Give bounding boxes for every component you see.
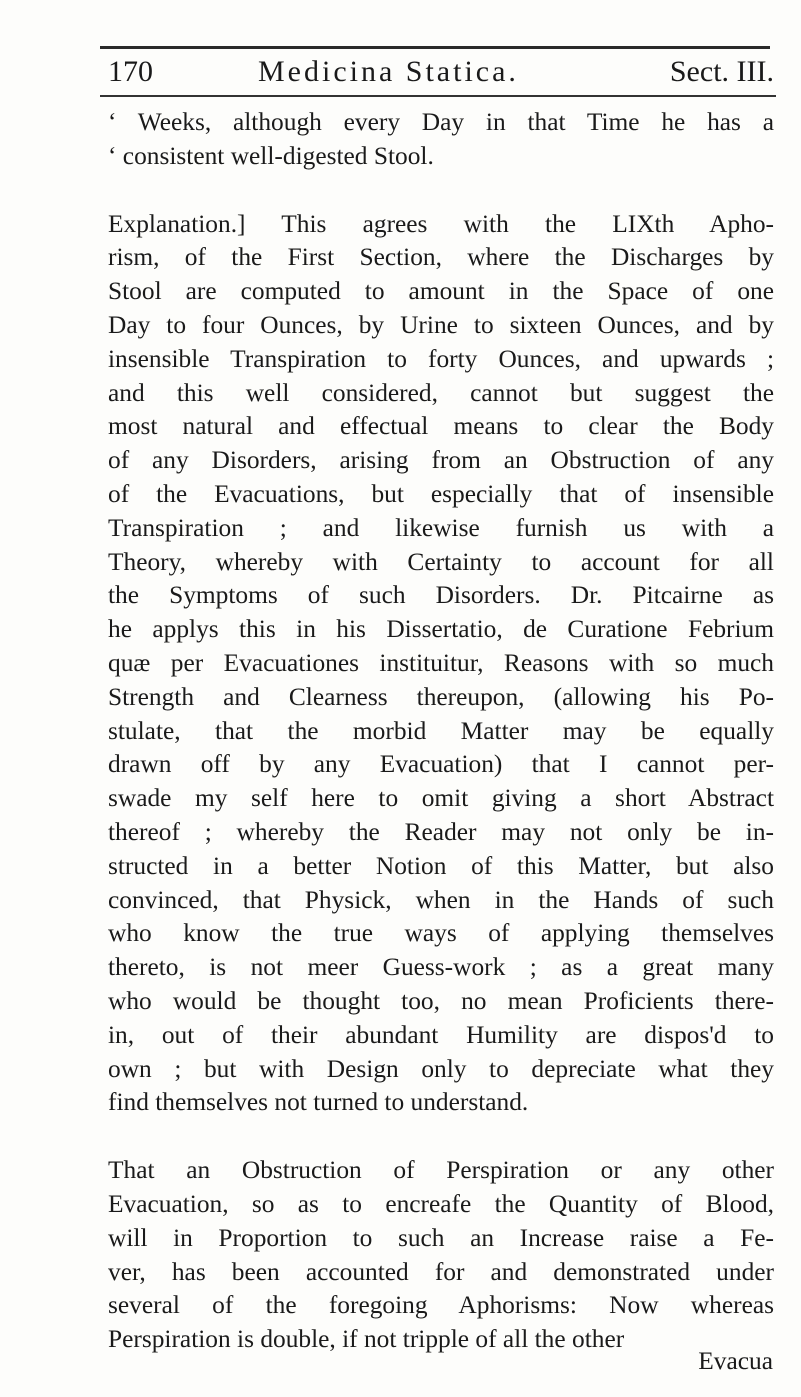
text-line: find themselves not turned to understand. [108, 1088, 529, 1117]
text-line: of the Evacuations, but especially that of insensible [108, 479, 774, 508]
text-line: will in Proportion to such an Increase raise a Fe- [108, 1223, 774, 1252]
paragraph-gap [108, 174, 774, 208]
text-line: ‘ consistent well-digested Stool. [108, 141, 434, 170]
text-line: in, out of their abundant Humility are dispos'd to [108, 1020, 774, 1049]
text-line: insensible Transpiration to forty Ounces, and upwards ; [108, 344, 774, 373]
text-line: Transpiration ; and likewise furnish us with a [108, 513, 774, 542]
text-line: convinced, that Physick, when in the Hands of such [108, 885, 774, 914]
text-line: swade my self here to omit giving a short Abstract [108, 784, 774, 813]
text-line: rism, of the First Section, where the Discharges by [108, 243, 774, 272]
text-line: of any Disorders, arising from an Obstruction of any [108, 446, 774, 475]
catchword: Evacua [698, 1347, 773, 1375]
text-line: own ; but with Design only to depreciate what they [108, 1054, 774, 1083]
section-label: Sect. III. [669, 55, 774, 88]
paragraph-gap [108, 1120, 774, 1154]
text-line: structed in a better Notion of this Matter, but also [108, 851, 774, 880]
text-line: stulate, that the morbid Matter may be equally [108, 716, 774, 745]
text-line: several of the foregoing Aphorisms: Now whereas [108, 1291, 774, 1320]
paragraph [108, 208, 774, 1121]
text-line: Evacuation, so as to encreafe the Quantity of Blood, [108, 1189, 774, 1218]
text-line: Theory, whereby with Certainty to account for all [108, 547, 774, 576]
paragraph [108, 106, 774, 174]
paragraph [108, 1154, 774, 1357]
text-line: Day to four Ounces, by Urine to sixteen Ounces, and by [108, 310, 774, 339]
text-line: the Symptoms of such Disorders. Dr. Pitcairne as [108, 581, 774, 610]
text-line: Strength and Clearness thereupon, (allowing his Po- [108, 682, 774, 711]
text-line: drawn off by any Evacuation) that I cannot per- [108, 750, 774, 779]
text-line: Perspiration is double, if not tripple of all the other [108, 1325, 625, 1354]
body-text [108, 106, 774, 1357]
text-line: That an Obstruction of Perspiration or any other [108, 1156, 774, 1185]
text-line: ‘ Weeks, although every Day in that Time he has a [108, 108, 774, 136]
text-line: and this well considered, cannot but suggest the [108, 378, 774, 407]
text-line: most natural and effectual means to clear the Body [108, 412, 774, 441]
text-line: thereto, is not meer Guess-work ; as a great many [108, 953, 774, 982]
text-line: who know the true ways of applying themselves [108, 919, 774, 948]
running-title: Medicina Statica. [258, 55, 519, 88]
text-line: ver, has been accounted for and demonstrated under [108, 1257, 774, 1286]
text-line: he applys this in his Dissertatio, de Curatione Febrium [108, 615, 774, 644]
text-line: who would be thought too, no mean Proficients there- [108, 986, 774, 1015]
top-rule [100, 46, 770, 49]
text-line: Stool are computed to amount in the Space of one [108, 277, 774, 306]
text-line: thereof ; whereby the Reader may not only be in- [108, 817, 774, 846]
running-header [108, 52, 774, 92]
text-line: quæ per Evacuationes instituitur, Reasons with so much [108, 648, 774, 677]
text-line: Explanation.] This agrees with the LIXth Apho- [108, 209, 774, 238]
header-rule [100, 95, 776, 97]
page-number: 170 [108, 55, 153, 88]
